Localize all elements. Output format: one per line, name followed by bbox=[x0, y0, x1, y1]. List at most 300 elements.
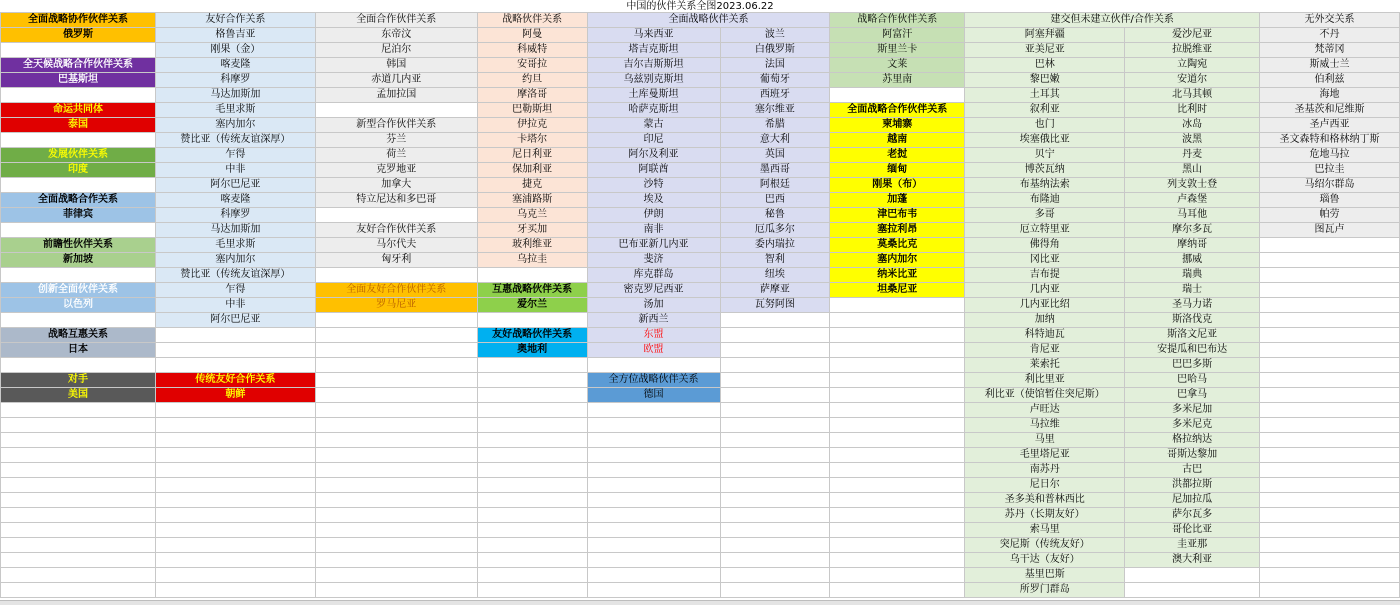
grid-cell[interactable]: 战略合作伙伴关系 bbox=[830, 13, 965, 28]
grid-cell[interactable]: 发展伙伴关系 bbox=[1, 148, 156, 163]
grid-cell[interactable]: 牙买加 bbox=[477, 223, 587, 238]
grid-cell[interactable] bbox=[830, 478, 965, 493]
grid-cell[interactable]: 安提瓜和巴布达 bbox=[1125, 343, 1260, 358]
grid-cell[interactable]: 美国 bbox=[1, 388, 156, 403]
grid-cell[interactable]: 蒙古 bbox=[587, 118, 720, 133]
grid-cell[interactable]: 塞内加尔 bbox=[155, 253, 315, 268]
grid-cell[interactable] bbox=[1260, 328, 1400, 343]
grid-cell[interactable]: 瑙鲁 bbox=[1260, 193, 1400, 208]
grid-cell[interactable] bbox=[477, 268, 587, 283]
grid-cell[interactable]: 坦桑尼亚 bbox=[830, 283, 965, 298]
grid-cell[interactable]: 斯里兰卡 bbox=[830, 43, 965, 58]
grid-cell[interactable] bbox=[315, 538, 477, 553]
grid-cell[interactable] bbox=[720, 418, 830, 433]
grid-cell[interactable]: 秘鲁 bbox=[720, 208, 830, 223]
grid-cell[interactable] bbox=[315, 103, 477, 118]
grid-cell[interactable]: 格鲁吉亚 bbox=[155, 28, 315, 43]
grid-cell[interactable]: 新加坡 bbox=[1, 253, 156, 268]
grid-cell[interactable]: 加蓬 bbox=[830, 193, 965, 208]
grid-cell[interactable] bbox=[1, 463, 156, 478]
grid-cell[interactable] bbox=[477, 403, 587, 418]
grid-cell[interactable]: 毛里塔尼亚 bbox=[965, 448, 1125, 463]
grid-cell[interactable]: 哥伦比亚 bbox=[1125, 523, 1260, 538]
grid-cell[interactable]: 吉尔吉斯斯坦 bbox=[587, 58, 720, 73]
grid-cell[interactable]: 特立尼达和多巴哥 bbox=[315, 193, 477, 208]
grid-cell[interactable]: 喀麦隆 bbox=[155, 193, 315, 208]
grid-cell[interactable] bbox=[1, 523, 156, 538]
grid-cell[interactable]: 刚果（金） bbox=[155, 43, 315, 58]
grid-cell[interactable] bbox=[315, 523, 477, 538]
grid-cell[interactable]: 战略互惠关系 bbox=[1, 328, 156, 343]
grid-cell[interactable]: 奥地利 bbox=[477, 343, 587, 358]
grid-cell[interactable]: 肯尼亚 bbox=[965, 343, 1125, 358]
sheet-scrollbar[interactable] bbox=[0, 600, 1400, 605]
grid-cell[interactable] bbox=[587, 553, 720, 568]
grid-cell[interactable]: 伊朗 bbox=[587, 208, 720, 223]
grid-cell[interactable] bbox=[155, 328, 315, 343]
grid-cell[interactable] bbox=[1260, 343, 1400, 358]
grid-cell[interactable]: 贝宁 bbox=[965, 148, 1125, 163]
grid-cell[interactable]: 全面战略合作伙伴关系 bbox=[830, 103, 965, 118]
grid-cell[interactable]: 利比里亚 bbox=[965, 373, 1125, 388]
grid-cell[interactable]: 科摩罗 bbox=[155, 73, 315, 88]
grid-cell[interactable] bbox=[1125, 568, 1260, 583]
grid-cell[interactable]: 阿曼 bbox=[477, 28, 587, 43]
grid-cell[interactable] bbox=[1, 568, 156, 583]
grid-cell[interactable]: 摩纳哥 bbox=[1125, 238, 1260, 253]
grid-cell[interactable] bbox=[720, 388, 830, 403]
grid-cell[interactable] bbox=[155, 403, 315, 418]
grid-cell[interactable] bbox=[477, 388, 587, 403]
grid-cell[interactable]: 哥斯达黎加 bbox=[1125, 448, 1260, 463]
grid-cell[interactable] bbox=[720, 553, 830, 568]
grid-cell[interactable] bbox=[477, 523, 587, 538]
grid-cell[interactable]: 冰岛 bbox=[1125, 118, 1260, 133]
grid-cell[interactable]: 纳米比亚 bbox=[830, 268, 965, 283]
grid-cell[interactable]: 意大利 bbox=[720, 133, 830, 148]
grid-cell[interactable] bbox=[315, 388, 477, 403]
grid-cell[interactable] bbox=[1, 433, 156, 448]
grid-cell[interactable]: 冈比亚 bbox=[965, 253, 1125, 268]
grid-cell[interactable]: 科摩罗 bbox=[155, 208, 315, 223]
grid-cell[interactable]: 马里 bbox=[965, 433, 1125, 448]
grid-cell[interactable]: 全面战略合作关系 bbox=[1, 193, 156, 208]
grid-cell[interactable]: 加纳 bbox=[965, 313, 1125, 328]
grid-cell[interactable]: 韩国 bbox=[315, 58, 477, 73]
grid-cell[interactable]: 刚果（布） bbox=[830, 178, 965, 193]
grid-cell[interactable]: 日本 bbox=[1, 343, 156, 358]
grid-cell[interactable] bbox=[587, 523, 720, 538]
grid-cell[interactable]: 圭亚那 bbox=[1125, 538, 1260, 553]
grid-cell[interactable]: 沙特 bbox=[587, 178, 720, 193]
grid-cell[interactable] bbox=[155, 583, 315, 598]
grid-cell[interactable]: 友好合作关系 bbox=[155, 13, 315, 28]
grid-cell[interactable] bbox=[830, 328, 965, 343]
grid-cell[interactable] bbox=[587, 403, 720, 418]
grid-cell[interactable] bbox=[1, 553, 156, 568]
grid-cell[interactable]: 柬埔寨 bbox=[830, 118, 965, 133]
grid-cell[interactable]: 全面友好合作伙伴关系 bbox=[315, 283, 477, 298]
grid-cell[interactable]: 博茨瓦纳 bbox=[965, 163, 1125, 178]
grid-cell[interactable]: 塞内加尔 bbox=[155, 118, 315, 133]
grid-cell[interactable]: 伯利兹 bbox=[1260, 73, 1400, 88]
grid-cell[interactable] bbox=[1, 448, 156, 463]
grid-cell[interactable] bbox=[477, 583, 587, 598]
grid-cell[interactable]: 赞比亚（传统友谊深厚） bbox=[155, 133, 315, 148]
grid-cell[interactable]: 比利时 bbox=[1125, 103, 1260, 118]
grid-cell[interactable] bbox=[830, 448, 965, 463]
grid-cell[interactable]: 海地 bbox=[1260, 88, 1400, 103]
grid-cell[interactable] bbox=[315, 568, 477, 583]
grid-cell[interactable] bbox=[477, 448, 587, 463]
grid-cell[interactable]: 马来西亚 bbox=[587, 28, 720, 43]
grid-cell[interactable] bbox=[587, 478, 720, 493]
grid-cell[interactable] bbox=[1, 538, 156, 553]
grid-cell[interactable]: 吉布提 bbox=[965, 268, 1125, 283]
grid-cell[interactable] bbox=[830, 313, 965, 328]
grid-cell[interactable]: 斯洛文尼亚 bbox=[1125, 328, 1260, 343]
grid-cell[interactable] bbox=[155, 508, 315, 523]
grid-cell[interactable]: 黑山 bbox=[1125, 163, 1260, 178]
grid-cell[interactable]: 圣多美和普林西比 bbox=[965, 493, 1125, 508]
grid-cell[interactable]: 卢旺达 bbox=[965, 403, 1125, 418]
grid-cell[interactable]: 阿联酋 bbox=[587, 163, 720, 178]
grid-cell[interactable]: 帕劳 bbox=[1260, 208, 1400, 223]
grid-cell[interactable] bbox=[830, 583, 965, 598]
grid-cell[interactable] bbox=[315, 418, 477, 433]
grid-cell[interactable] bbox=[477, 313, 587, 328]
grid-cell[interactable]: 约旦 bbox=[477, 73, 587, 88]
grid-cell[interactable]: 以色列 bbox=[1, 298, 156, 313]
grid-cell[interactable]: 阿尔巴尼亚 bbox=[155, 313, 315, 328]
grid-cell[interactable] bbox=[830, 403, 965, 418]
grid-cell[interactable] bbox=[155, 448, 315, 463]
grid-cell[interactable] bbox=[1260, 403, 1400, 418]
grid-cell[interactable]: 叙利亚 bbox=[965, 103, 1125, 118]
grid-cell[interactable] bbox=[315, 478, 477, 493]
grid-cell[interactable]: 苏丹（长期友好） bbox=[965, 508, 1125, 523]
grid-cell[interactable]: 几内亚比绍 bbox=[965, 298, 1125, 313]
grid-cell[interactable]: 圣文森特和格林纳丁斯 bbox=[1260, 133, 1400, 148]
grid-cell[interactable] bbox=[720, 568, 830, 583]
grid-cell[interactable] bbox=[1, 583, 156, 598]
grid-cell[interactable]: 前瞻性伙伴关系 bbox=[1, 238, 156, 253]
grid-cell[interactable] bbox=[315, 208, 477, 223]
grid-cell[interactable]: 阿塞拜疆 bbox=[965, 28, 1125, 43]
grid-cell[interactable] bbox=[477, 493, 587, 508]
grid-cell[interactable]: 尼泊尔 bbox=[315, 43, 477, 58]
grid-cell[interactable]: 马尔代夫 bbox=[315, 238, 477, 253]
grid-cell[interactable]: 罗马尼亚 bbox=[315, 298, 477, 313]
grid-cell[interactable]: 孟加拉国 bbox=[315, 88, 477, 103]
grid-cell[interactable]: 多米尼克 bbox=[1125, 418, 1260, 433]
grid-cell[interactable] bbox=[1260, 253, 1400, 268]
grid-cell[interactable] bbox=[1260, 373, 1400, 388]
grid-cell[interactable]: 塞浦路斯 bbox=[477, 193, 587, 208]
grid-cell[interactable]: 厄瓜多尔 bbox=[720, 223, 830, 238]
grid-cell[interactable]: 安哥拉 bbox=[477, 58, 587, 73]
grid-cell[interactable] bbox=[1260, 493, 1400, 508]
grid-cell[interactable]: 新型合作伙伴关系 bbox=[315, 118, 477, 133]
grid-cell[interactable]: 委内瑞拉 bbox=[720, 238, 830, 253]
grid-cell[interactable] bbox=[587, 358, 720, 373]
grid-cell[interactable]: 波黑 bbox=[1125, 133, 1260, 148]
grid-cell[interactable]: 萨尔瓦多 bbox=[1125, 508, 1260, 523]
grid-cell[interactable] bbox=[587, 568, 720, 583]
grid-cell[interactable] bbox=[720, 343, 830, 358]
grid-cell[interactable]: 巴巴多斯 bbox=[1125, 358, 1260, 373]
grid-cell[interactable]: 菲律宾 bbox=[1, 208, 156, 223]
grid-cell[interactable]: 赞比亚（传统友谊深厚） bbox=[155, 268, 315, 283]
grid-cell[interactable] bbox=[720, 523, 830, 538]
grid-cell[interactable]: 土库曼斯坦 bbox=[587, 88, 720, 103]
grid-cell[interactable]: 也门 bbox=[965, 118, 1125, 133]
grid-cell[interactable] bbox=[1, 133, 156, 148]
grid-cell[interactable] bbox=[830, 493, 965, 508]
grid-cell[interactable] bbox=[720, 313, 830, 328]
grid-cell[interactable] bbox=[1, 43, 156, 58]
grid-cell[interactable]: 不丹 bbox=[1260, 28, 1400, 43]
grid-cell[interactable] bbox=[587, 418, 720, 433]
grid-cell[interactable] bbox=[720, 478, 830, 493]
grid-cell[interactable]: 土耳其 bbox=[965, 88, 1125, 103]
grid-cell[interactable]: 中非 bbox=[155, 163, 315, 178]
grid-cell[interactable]: 爱沙尼亚 bbox=[1125, 28, 1260, 43]
grid-cell[interactable]: 所罗门群岛 bbox=[965, 583, 1125, 598]
grid-cell[interactable] bbox=[830, 523, 965, 538]
grid-cell[interactable]: 尼加拉瓜 bbox=[1125, 493, 1260, 508]
grid-cell[interactable]: 全方位战略伙伴关系 bbox=[587, 373, 720, 388]
grid-cell[interactable]: 西班牙 bbox=[720, 88, 830, 103]
grid-cell[interactable] bbox=[830, 88, 965, 103]
grid-cell[interactable]: 利比亚（使馆暂住突尼斯） bbox=[965, 388, 1125, 403]
grid-cell[interactable]: 科特迪瓦 bbox=[965, 328, 1125, 343]
grid-cell[interactable]: 全面战略协作伙伴关系 bbox=[1, 13, 156, 28]
grid-cell[interactable]: 巴拉圭 bbox=[1260, 163, 1400, 178]
grid-cell[interactable] bbox=[1260, 268, 1400, 283]
grid-cell[interactable]: 尼日尔 bbox=[965, 478, 1125, 493]
grid-cell[interactable]: 创新全面伙伴关系 bbox=[1, 283, 156, 298]
grid-cell[interactable] bbox=[1, 178, 156, 193]
grid-cell[interactable]: 津巴布韦 bbox=[830, 208, 965, 223]
grid-cell[interactable]: 无外交关系 bbox=[1260, 13, 1400, 28]
grid-cell[interactable]: 智利 bbox=[720, 253, 830, 268]
grid-cell[interactable]: 命运共同体 bbox=[1, 103, 156, 118]
grid-cell[interactable]: 马拉维 bbox=[965, 418, 1125, 433]
grid-cell[interactable] bbox=[1260, 568, 1400, 583]
grid-cell[interactable] bbox=[315, 448, 477, 463]
grid-cell[interactable] bbox=[1260, 583, 1400, 598]
grid-cell[interactable]: 密克罗尼西亚 bbox=[587, 283, 720, 298]
grid-cell[interactable]: 东帝汶 bbox=[315, 28, 477, 43]
grid-cell[interactable]: 南苏丹 bbox=[965, 463, 1125, 478]
grid-cell[interactable] bbox=[155, 418, 315, 433]
grid-cell[interactable] bbox=[1260, 388, 1400, 403]
grid-cell[interactable]: 纽埃 bbox=[720, 268, 830, 283]
grid-cell[interactable]: 欧盟 bbox=[587, 343, 720, 358]
grid-cell[interactable]: 摩洛哥 bbox=[477, 88, 587, 103]
grid-cell[interactable]: 保加利亚 bbox=[477, 163, 587, 178]
grid-cell[interactable]: 毛里求斯 bbox=[155, 103, 315, 118]
grid-cell[interactable]: 马达加斯加 bbox=[155, 88, 315, 103]
grid-cell[interactable]: 圣基茨和尼维斯 bbox=[1260, 103, 1400, 118]
grid-cell[interactable]: 法国 bbox=[720, 58, 830, 73]
grid-cell[interactable]: 古巴 bbox=[1125, 463, 1260, 478]
grid-cell[interactable] bbox=[830, 553, 965, 568]
grid-cell[interactable]: 卢森堡 bbox=[1125, 193, 1260, 208]
grid-cell[interactable] bbox=[155, 538, 315, 553]
grid-cell[interactable] bbox=[830, 418, 965, 433]
grid-cell[interactable]: 乍得 bbox=[155, 148, 315, 163]
grid-cell[interactable]: 战略伙伴关系 bbox=[477, 13, 587, 28]
grid-cell[interactable]: 乌克兰 bbox=[477, 208, 587, 223]
grid-cell[interactable] bbox=[1, 88, 156, 103]
grid-cell[interactable]: 尼日利亚 bbox=[477, 148, 587, 163]
grid-cell[interactable]: 捷克 bbox=[477, 178, 587, 193]
grid-cell[interactable]: 哈萨克斯坦 bbox=[587, 103, 720, 118]
grid-cell[interactable]: 全面战略伙伴关系 bbox=[587, 13, 830, 28]
grid-cell[interactable] bbox=[830, 343, 965, 358]
grid-cell[interactable]: 图瓦卢 bbox=[1260, 223, 1400, 238]
grid-cell[interactable]: 缅甸 bbox=[830, 163, 965, 178]
grid-cell[interactable] bbox=[155, 358, 315, 373]
grid-cell[interactable]: 巴基斯坦 bbox=[1, 73, 156, 88]
grid-cell[interactable] bbox=[587, 508, 720, 523]
grid-cell[interactable] bbox=[155, 478, 315, 493]
grid-cell[interactable]: 基里巴斯 bbox=[965, 568, 1125, 583]
grid-cell[interactable]: 拉脱维亚 bbox=[1125, 43, 1260, 58]
grid-cell[interactable]: 泰国 bbox=[1, 118, 156, 133]
grid-cell[interactable]: 白俄罗斯 bbox=[720, 43, 830, 58]
grid-cell[interactable] bbox=[830, 388, 965, 403]
grid-cell[interactable]: 加拿大 bbox=[315, 178, 477, 193]
grid-cell[interactable]: 葡萄牙 bbox=[720, 73, 830, 88]
grid-cell[interactable]: 佛得角 bbox=[965, 238, 1125, 253]
grid-cell[interactable] bbox=[720, 448, 830, 463]
grid-cell[interactable] bbox=[477, 463, 587, 478]
grid-cell[interactable]: 全天候战略合作伙伴关系 bbox=[1, 58, 156, 73]
grid-cell[interactable]: 摩尔多瓦 bbox=[1125, 223, 1260, 238]
grid-cell[interactable] bbox=[155, 463, 315, 478]
grid-cell[interactable]: 朝鲜 bbox=[155, 388, 315, 403]
grid-cell[interactable] bbox=[477, 478, 587, 493]
grid-cell[interactable] bbox=[1, 268, 156, 283]
grid-cell[interactable]: 南非 bbox=[587, 223, 720, 238]
grid-cell[interactable] bbox=[315, 553, 477, 568]
grid-cell[interactable]: 北马其顿 bbox=[1125, 88, 1260, 103]
grid-cell[interactable]: 安道尔 bbox=[1125, 73, 1260, 88]
grid-cell[interactable] bbox=[830, 298, 965, 313]
grid-cell[interactable] bbox=[720, 493, 830, 508]
grid-cell[interactable] bbox=[1, 478, 156, 493]
grid-cell[interactable] bbox=[315, 403, 477, 418]
grid-cell[interactable]: 德国 bbox=[587, 388, 720, 403]
grid-cell[interactable] bbox=[477, 538, 587, 553]
grid-cell[interactable] bbox=[315, 313, 477, 328]
grid-cell[interactable]: 萨摩亚 bbox=[720, 283, 830, 298]
grid-cell[interactable] bbox=[155, 568, 315, 583]
grid-cell[interactable]: 突尼斯（传统友好） bbox=[965, 538, 1125, 553]
grid-cell[interactable] bbox=[720, 463, 830, 478]
grid-cell[interactable]: 巴哈马 bbox=[1125, 373, 1260, 388]
grid-cell[interactable] bbox=[315, 583, 477, 598]
grid-cell[interactable]: 印尼 bbox=[587, 133, 720, 148]
grid-cell[interactable]: 爱尔兰 bbox=[477, 298, 587, 313]
grid-cell[interactable] bbox=[1260, 538, 1400, 553]
grid-cell[interactable] bbox=[587, 463, 720, 478]
grid-cell[interactable] bbox=[477, 358, 587, 373]
grid-cell[interactable] bbox=[1260, 478, 1400, 493]
grid-cell[interactable] bbox=[1, 223, 156, 238]
grid-cell[interactable]: 文莱 bbox=[830, 58, 965, 73]
grid-cell[interactable]: 巴林 bbox=[965, 58, 1125, 73]
grid-cell[interactable] bbox=[1260, 463, 1400, 478]
grid-cell[interactable] bbox=[1260, 448, 1400, 463]
grid-cell[interactable] bbox=[315, 493, 477, 508]
grid-cell[interactable]: 英国 bbox=[720, 148, 830, 163]
grid-cell[interactable] bbox=[587, 433, 720, 448]
grid-cell[interactable] bbox=[720, 538, 830, 553]
grid-cell[interactable]: 巴布亚新几内亚 bbox=[587, 238, 720, 253]
grid-cell[interactable] bbox=[720, 358, 830, 373]
grid-cell[interactable] bbox=[155, 553, 315, 568]
grid-cell[interactable]: 巴拿马 bbox=[1125, 388, 1260, 403]
grid-cell[interactable] bbox=[155, 523, 315, 538]
grid-cell[interactable]: 斐济 bbox=[587, 253, 720, 268]
grid-cell[interactable]: 埃及 bbox=[587, 193, 720, 208]
grid-cell[interactable] bbox=[155, 343, 315, 358]
grid-cell[interactable] bbox=[1260, 553, 1400, 568]
grid-cell[interactable]: 梵蒂冈 bbox=[1260, 43, 1400, 58]
grid-cell[interactable]: 圣卢西亚 bbox=[1260, 118, 1400, 133]
grid-cell[interactable] bbox=[1, 358, 156, 373]
grid-cell[interactable]: 乍得 bbox=[155, 283, 315, 298]
grid-cell[interactable]: 索马里 bbox=[965, 523, 1125, 538]
grid-cell[interactable] bbox=[587, 538, 720, 553]
grid-cell[interactable] bbox=[315, 358, 477, 373]
grid-cell[interactable]: 危地马拉 bbox=[1260, 148, 1400, 163]
grid-cell[interactable]: 互惠战略伙伴关系 bbox=[477, 283, 587, 298]
grid-cell[interactable] bbox=[587, 448, 720, 463]
grid-cell[interactable] bbox=[720, 328, 830, 343]
grid-cell[interactable]: 乌拉圭 bbox=[477, 253, 587, 268]
grid-cell[interactable]: 阿富汗 bbox=[830, 28, 965, 43]
grid-cell[interactable] bbox=[1260, 358, 1400, 373]
grid-cell[interactable] bbox=[720, 433, 830, 448]
grid-cell[interactable]: 圣马力诺 bbox=[1125, 298, 1260, 313]
grid-cell[interactable]: 希腊 bbox=[720, 118, 830, 133]
grid-cell[interactable]: 玻利维亚 bbox=[477, 238, 587, 253]
grid-cell[interactable] bbox=[587, 493, 720, 508]
grid-cell[interactable]: 莫桑比克 bbox=[830, 238, 965, 253]
grid-cell[interactable]: 科威特 bbox=[477, 43, 587, 58]
grid-cell[interactable]: 巴西 bbox=[720, 193, 830, 208]
grid-cell[interactable]: 塞拉利昂 bbox=[830, 223, 965, 238]
grid-cell[interactable]: 俄罗斯 bbox=[1, 28, 156, 43]
grid-cell[interactable]: 亚美尼亚 bbox=[965, 43, 1125, 58]
grid-cell[interactable]: 斯威士兰 bbox=[1260, 58, 1400, 73]
grid-cell[interactable]: 东盟 bbox=[587, 328, 720, 343]
grid-cell[interactable] bbox=[1, 403, 156, 418]
grid-cell[interactable] bbox=[720, 373, 830, 388]
grid-cell[interactable]: 荷兰 bbox=[315, 148, 477, 163]
grid-cell[interactable]: 塞尔维亚 bbox=[720, 103, 830, 118]
grid-cell[interactable] bbox=[1260, 523, 1400, 538]
grid-cell[interactable]: 莱索托 bbox=[965, 358, 1125, 373]
grid-cell[interactable] bbox=[155, 493, 315, 508]
grid-cell[interactable] bbox=[477, 418, 587, 433]
grid-cell[interactable]: 多米尼加 bbox=[1125, 403, 1260, 418]
